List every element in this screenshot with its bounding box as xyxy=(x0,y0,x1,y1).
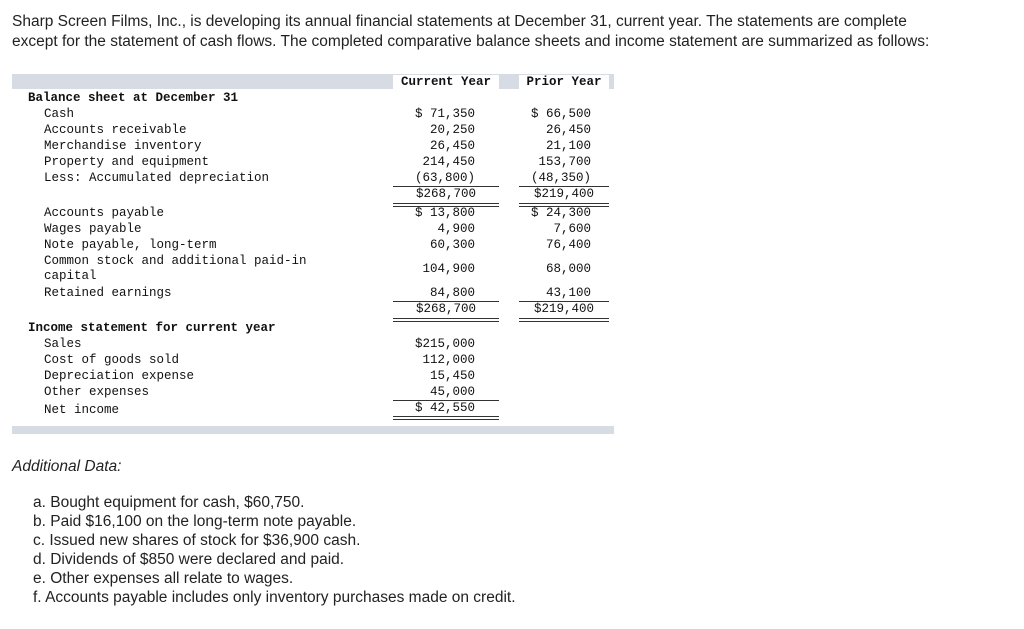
table-footer-bar xyxy=(12,426,614,434)
problem-intro xyxy=(12,12,1012,52)
row-label-retained-earnings: Retained earnings xyxy=(44,286,172,300)
accumulated-depreciation-prior: (48,350) xyxy=(530,171,591,185)
row-label-common-stock-line1: Common stock and additional paid-in xyxy=(44,254,307,268)
row-label-note-payable: Note payable, long-term xyxy=(44,238,217,252)
additional-item-c: c. Issued new shares of stock for $36,900 cash. xyxy=(33,532,361,549)
net-income-double-rule xyxy=(393,416,499,420)
cost-of-goods-sold-current: 112,000 xyxy=(422,353,475,367)
row-label-property-equipment: Property and equipment xyxy=(44,155,210,169)
row-label-common-stock-line2: capital xyxy=(44,269,97,283)
note-payable-current: 60,300 xyxy=(429,238,475,252)
column-header-current-year: Current Year xyxy=(393,75,499,89)
total-assets-current: $268,700 xyxy=(415,187,476,201)
common-stock-prior: 68,000 xyxy=(545,262,591,276)
accounts-payable-prior: $ 24,300 xyxy=(530,206,591,220)
depreciation-expense-current: 15,450 xyxy=(429,369,475,383)
additional-item-f: f. Accounts payable includes only inventory purchases made on credit. xyxy=(33,589,516,606)
income-statement-title: Income statement for current year xyxy=(28,321,276,335)
additional-data-title: Additional Data: xyxy=(12,458,122,475)
cash-prior: $ 66,500 xyxy=(530,107,591,121)
intro-line-2: except for the statement of cash flows. The completed comparative balance sheets and income statement are summarized as follows: xyxy=(12,33,930,50)
row-label-accounts-payable: Accounts payable xyxy=(44,206,165,220)
total-assets-prior: $219,400 xyxy=(533,187,594,201)
row-label-depreciation-expense: Depreciation expense xyxy=(44,369,195,383)
row-label-accumulated-depreciation: Less: Accumulated depreciation xyxy=(44,171,270,185)
additional-item-a: a. Bought equipment for cash, $60,750. xyxy=(33,494,305,511)
merchandise-inventory-prior: 21,100 xyxy=(545,139,591,153)
additional-data-list xyxy=(33,493,516,607)
row-label-merchandise-inventory: Merchandise inventory xyxy=(44,139,202,153)
cash-current: $ 71,350 xyxy=(414,107,475,121)
additional-item-b: b. Paid $16,100 on the long-term note payable. xyxy=(33,513,357,530)
intro-line-1: Sharp Screen Films, Inc., is developing its annual financial statements at December 31, current year. The statements are complete xyxy=(12,13,907,30)
row-label-other-expenses: Other expenses xyxy=(44,385,150,399)
total-liabilities-equity-prior: $219,400 xyxy=(533,302,594,316)
row-label-sales: Sales xyxy=(44,337,82,351)
common-stock-current: 104,900 xyxy=(422,262,475,276)
balance-sheet-title: Balance sheet at December 31 xyxy=(28,91,239,105)
note-payable-prior: 76,400 xyxy=(545,238,591,252)
merchandise-inventory-current: 26,450 xyxy=(429,139,475,153)
row-label-cash: Cash xyxy=(44,107,75,121)
additional-item-e: e. Other expenses all relate to wages. xyxy=(33,570,294,587)
accounts-receivable-current: 20,250 xyxy=(429,123,475,137)
row-label-wages-payable: Wages payable xyxy=(44,222,142,236)
row-label-accounts-receivable: Accounts receivable xyxy=(44,123,187,137)
liabilities-total-double-rule-prior xyxy=(519,318,609,322)
property-equipment-prior: 153,700 xyxy=(538,155,591,169)
row-label-net-income: Net income xyxy=(44,403,120,417)
wages-payable-prior: 7,600 xyxy=(553,222,591,236)
row-label-cost-of-goods-sold: Cost of goods sold xyxy=(44,353,180,367)
accounts-receivable-prior: 26,450 xyxy=(545,123,591,137)
other-expenses-current: 45,000 xyxy=(429,385,475,399)
column-header-prior-year: Prior Year xyxy=(519,75,609,89)
accounts-payable-current: $ 13,800 xyxy=(414,206,475,220)
accumulated-depreciation-current: (63,800) xyxy=(414,171,475,185)
liabilities-total-double-rule-current xyxy=(393,318,499,322)
sales-current: $215,000 xyxy=(414,337,475,351)
retained-earnings-current: 84,800 xyxy=(429,286,475,300)
additional-item-d: d. Dividends of $850 were declared and paid. xyxy=(33,551,345,568)
retained-earnings-prior: 43,100 xyxy=(545,286,591,300)
property-equipment-current: 214,450 xyxy=(422,155,475,169)
wages-payable-current: 4,900 xyxy=(437,222,475,236)
net-income-current: $ 42,550 xyxy=(414,401,475,415)
financial-statements-table xyxy=(12,74,614,434)
total-liabilities-equity-current: $268,700 xyxy=(415,302,476,316)
